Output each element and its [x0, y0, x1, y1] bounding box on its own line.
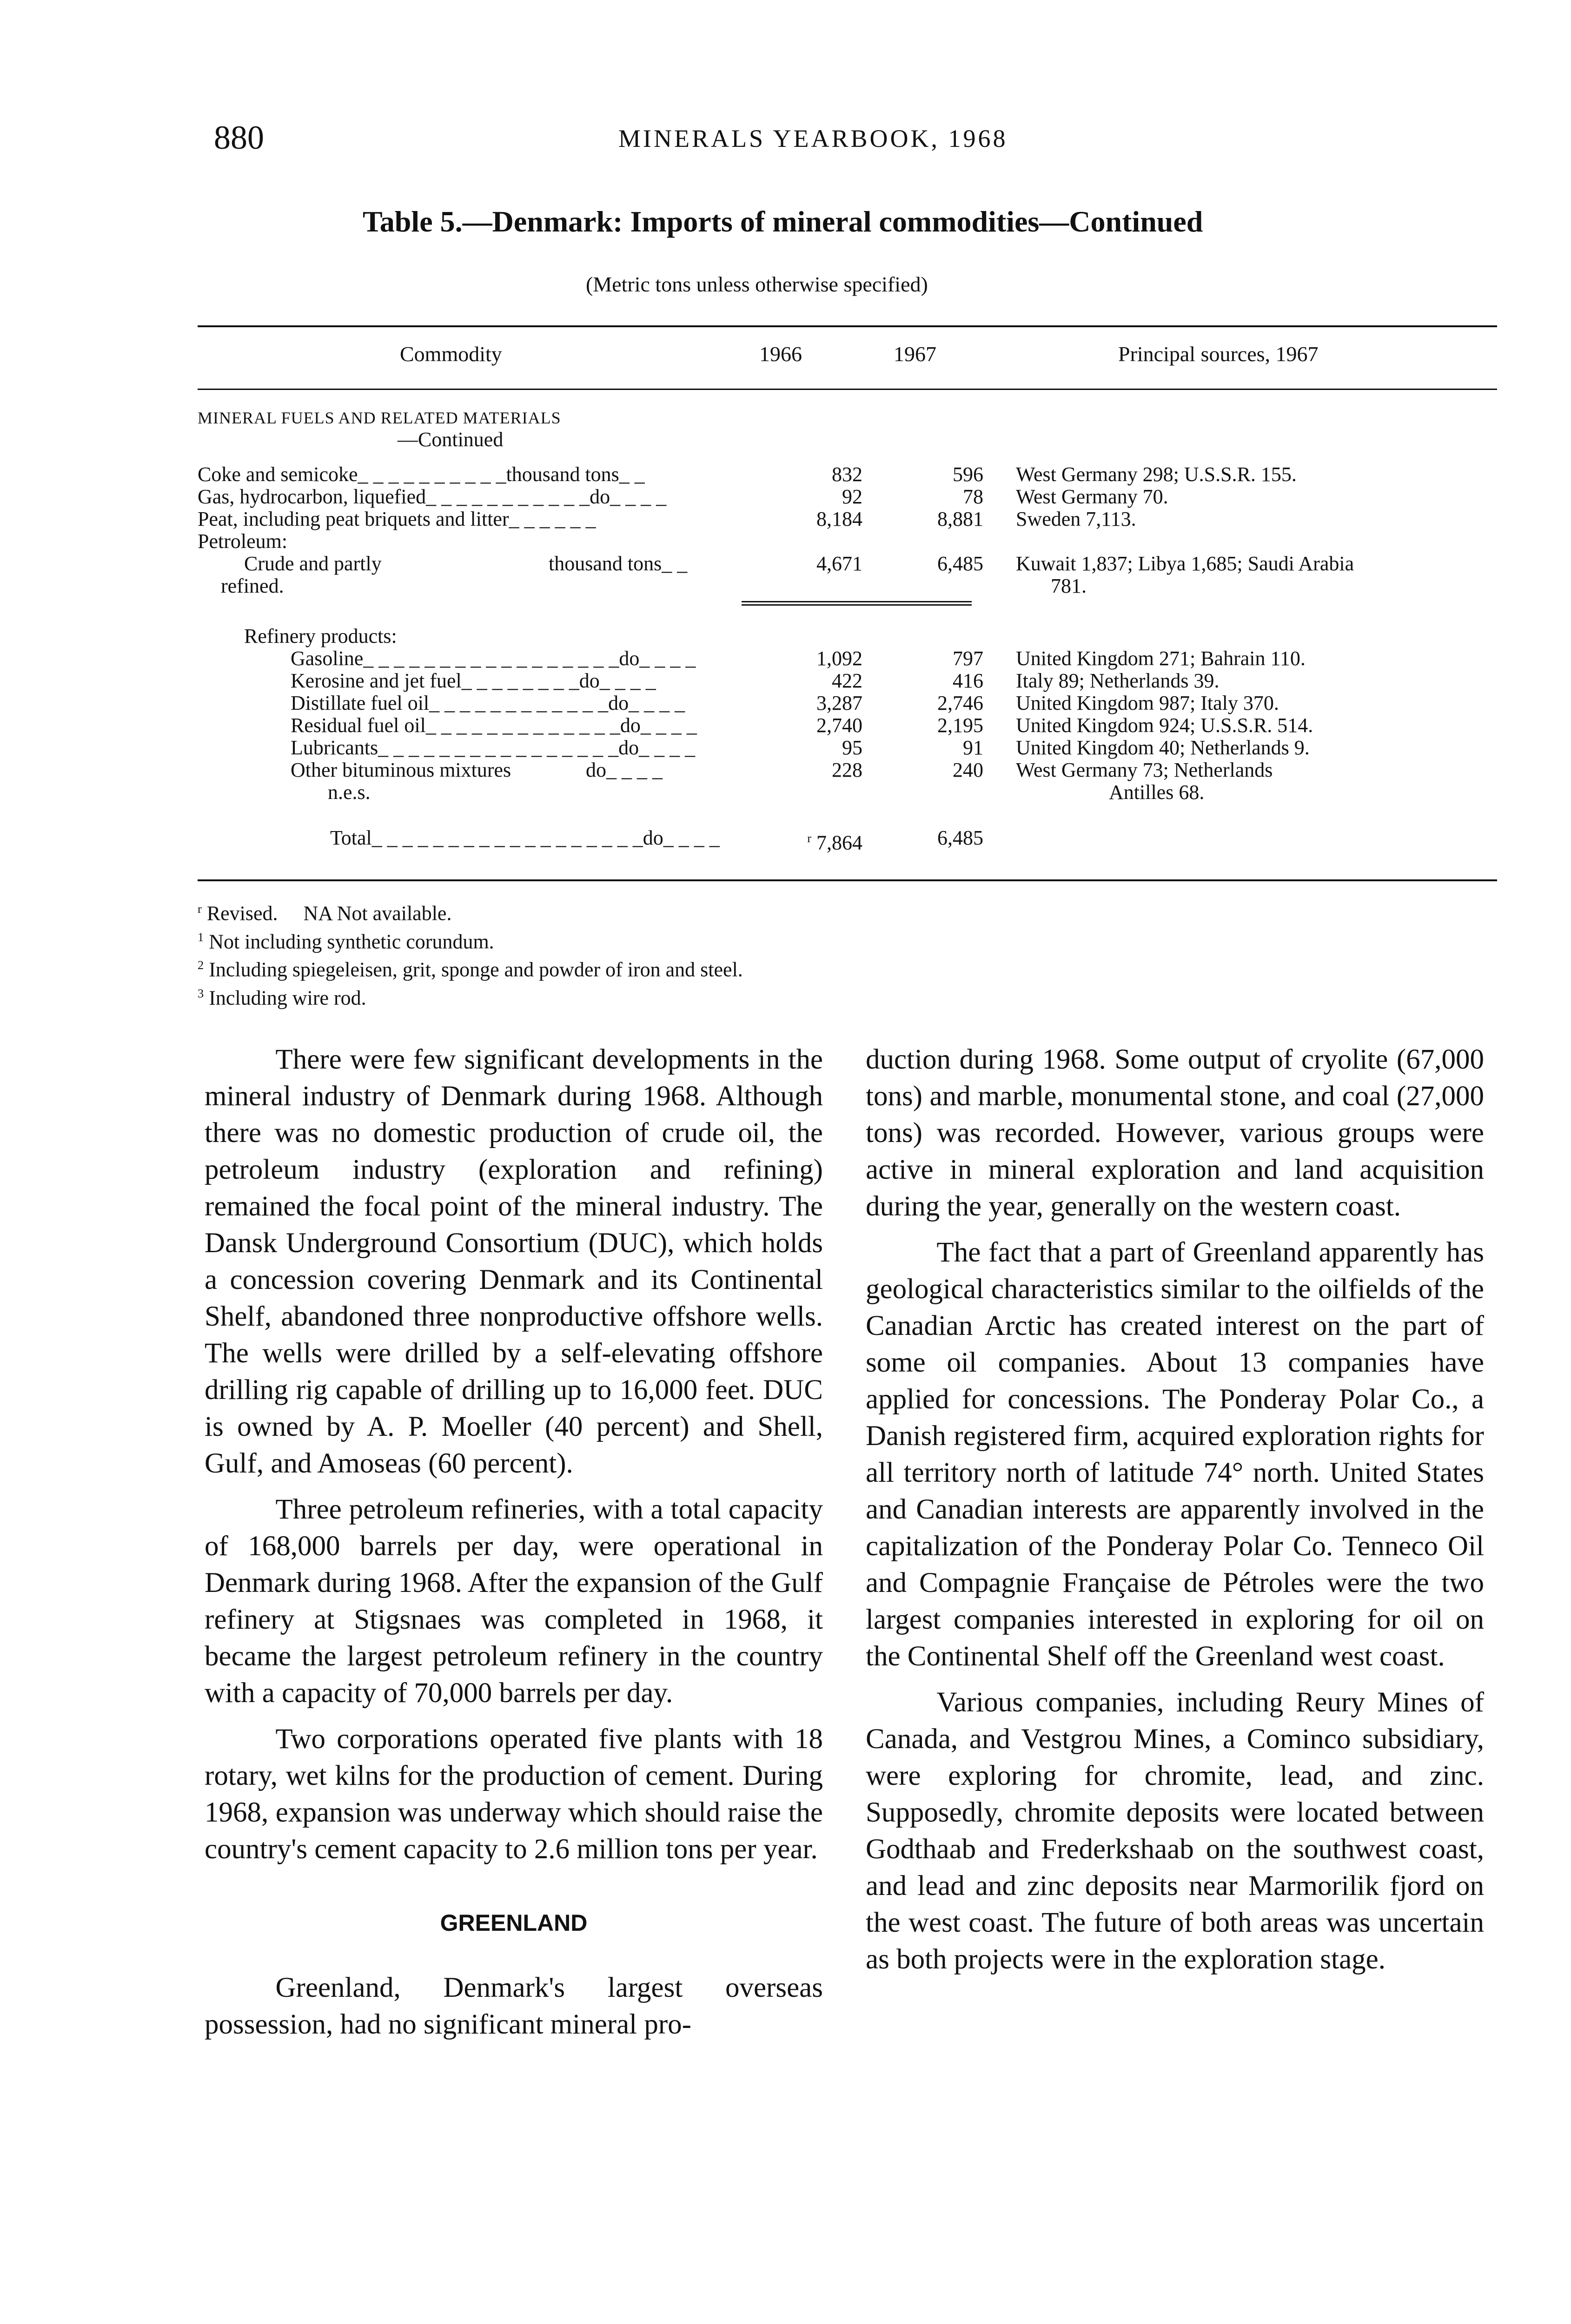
crude-value-1966: 4,671 [816, 552, 862, 575]
col-head-commodity: Commodity [400, 342, 502, 366]
row-sources: Sweden 7,113. [1016, 508, 1136, 530]
row-value-1966: 422 [832, 669, 862, 692]
page-header [214, 119, 1534, 160]
other-value-1966: 228 [832, 759, 862, 781]
row-commodity: Distillate fuel oil_ _ _ _ _ _ _ _ _ _ _ _do_ _ _ _ [291, 692, 685, 714]
footnote [198, 897, 743, 925]
row-value-1966: 95 [842, 736, 862, 759]
row-value-1967: 797 [953, 647, 983, 670]
footnote [198, 982, 743, 1010]
row-value-1967: 78 [963, 485, 983, 508]
section-title: GREENLAND [440, 1910, 588, 1936]
body-left-column [205, 1041, 823, 2043]
paragraph: The fact that a part of Greenland apparently has geological characteristics similar to the oilfields of the Canadian Arctic has created interest on the part of some oil companies. About 13 companies have applied for concessions. The Ponderay Polar Co., a Danish registered firm, acquired exploration rights for all territory north of latitude 74° north. United States and Canadian interests are apparently involved in the capitalization of the Ponderay Polar Co. Tenneco Oil and Compagnie Française de Pétroles were the two largest companies interested in exploring for oil on the Continental Shelf off the Greenland west coast. [866, 1237, 1484, 1672]
row-commodity: Gasoline_ _ _ _ _ _ _ _ _ _ _ _ _ _ _ _ _do_ _ _ _ [291, 647, 696, 670]
footnote-text: Not including synthetic corundum. [209, 930, 494, 953]
section-continued-text: —Continued [398, 428, 504, 451]
total-label: Total_ _ _ _ _ _ _ _ _ _ _ _ _ _ _ _ _ _do_ _ _ _ [330, 826, 720, 849]
paragraph: duction during 1968. Some output of cryolite (67,000 tons) and marble, monumental stone, and coal (27,000 tons) was recorded. However, various groups were active in mineral exploration and land acquisition during the year, generally on the western coast. [866, 1044, 1484, 1222]
subtotal-double-rule [742, 601, 972, 606]
revised-mark: r [807, 831, 811, 845]
row-value-1967: 2,195 [937, 714, 983, 737]
paragraph: Two corporations operated five plants with 18 rotary, wet kilns for the production of cement. During 1968, expansion was underway which should raise the country's cement capacity to 2.6 million tons per year. [205, 1723, 823, 1865]
section-heading-text: MINERAL FUELS AND RELATED MATERIALS [198, 409, 561, 427]
row-sources: United Kingdom 40; Netherlands 9. [1016, 736, 1310, 759]
crude-label-cont: refined. [221, 574, 284, 597]
total-value-1966 [765, 827, 862, 854]
crude-value-1967: 6,485 [937, 552, 983, 575]
row-sources: West Germany 298; U.S.S.R. 155. [1016, 463, 1297, 486]
other-label: Other bituminous mixtures [291, 759, 511, 781]
body-right-column [866, 1041, 1484, 1978]
row-value-1966: 2,740 [816, 714, 862, 737]
footnote-text: Including wire rod. [209, 986, 366, 1010]
petroleum-label: Petroleum: [198, 530, 288, 553]
total-value: 7,864 [816, 831, 862, 854]
refinery-label: Refinery products: [244, 625, 397, 647]
row-value-1966: 92 [842, 485, 862, 508]
footnote-mark: 2 [198, 958, 204, 972]
table-top-rule [198, 325, 1497, 327]
crude-label: Crude and partly [244, 552, 382, 575]
other-value-1967: 240 [953, 759, 983, 781]
row-commodity: Coke and semicoke_ _ _ _ _ _ _ _ _ _thousand tons_ _ [198, 463, 645, 486]
row-commodity: Gas, hydrocarbon, liquefied_ _ _ _ _ _ _ _ _ _ _do_ _ _ _ [198, 485, 667, 508]
row-sources: United Kingdom 987; Italy 370. [1016, 692, 1279, 714]
running-head: MINERALS YEARBOOK, 1968 [618, 125, 1008, 152]
row-commodity: Kerosine and jet fuel_ _ _ _ _ _ _ _do_ _ _ _ [291, 669, 656, 692]
row-commodity: Peat, including peat briquets and litter_ _ _ _ _ _ [198, 508, 596, 530]
row-value-1967: 416 [953, 669, 983, 692]
footnote-mark: 3 [198, 986, 204, 1000]
row-value-1966: 8,184 [816, 508, 862, 530]
col-head-1966: 1966 [759, 342, 802, 366]
col-head-sources: Principal sources, 1967 [1118, 342, 1319, 366]
row-value-1967: 91 [963, 736, 983, 759]
paragraph: Three petroleum refineries, with a total capacity of 168,000 barrels per day, were operational in Denmark during 1968. After the expansion of the Gulf refinery at Stigsnaes was completed in 1968, it became the largest petroleum refinery in the country with a capacity of 70,000 barrels per day. [205, 1494, 823, 1709]
row-value-1967: 596 [953, 463, 983, 486]
row-sources: Italy 89; Netherlands 39. [1016, 669, 1220, 692]
row-value-1966: 1,092 [816, 647, 862, 670]
table-footnotes [198, 897, 743, 1010]
table-title: Table 5.—Denmark: Imports of mineral commodities—Continued [363, 205, 1203, 238]
paragraph: There were few significant developments in the mineral industry of Denmark during 1968. Although there was no domestic production of crude oil, the petroleum industry (exploration and refining) remained the focal point of the mineral industry. The Dansk Underground Consortium (DUC), which holds a concession covering Denmark and its Continental Shelf, abandoned three nonproductive offshore wells. The wells were drilled by a self-elevating offshore drilling rig capable of drilling up to 16,000 feet. DUC is owned by A. P. Moeller (40 percent) and Shell, Gulf, and Amoseas (60 percent). [205, 1044, 823, 1479]
table-bottom-rule [198, 879, 1497, 881]
footnote [198, 953, 743, 982]
paragraph: Greenland, Denmark's largest overseas possession, had no significant mineral pro- [205, 1972, 823, 2040]
footnote-mark: r [198, 902, 202, 916]
row-sources: United Kingdom 924; U.S.S.R. 514. [1016, 714, 1313, 737]
row-value-1966: 832 [832, 463, 862, 486]
row-sources: West Germany 70. [1016, 485, 1168, 508]
row-value-1967: 8,881 [937, 508, 983, 530]
row-value-1967: 2,746 [937, 692, 983, 714]
paragraph: Various companies, including Reury Mines of Canada, and Vestgrou Mines, a Cominco subsidiary, were exploring for chromite, lead, and zinc. Supposedly, chromite deposits were located between Godthaab and Frederkshaab on the southwest coast, and lead and zinc deposits near Marmorilik fjord on the west coast. The future of both areas was uncertain as both projects were in the exploration stage. [866, 1687, 1484, 1975]
crude-sources-cont: 781. [1051, 574, 1087, 597]
other-sources: West Germany 73; Netherlands [1016, 759, 1273, 781]
row-sources: United Kingdom 271; Bahrain 110. [1016, 647, 1306, 670]
footnote-mark: 1 [198, 930, 204, 944]
footnote [198, 925, 743, 954]
row-commodity: Lubricants_ _ _ _ _ _ _ _ _ _ _ _ _ _ _ _do_ _ _ _ [291, 736, 696, 759]
other-unit: do_ _ _ _ [586, 759, 663, 781]
other-label-cont: n.e.s. [328, 781, 371, 804]
row-commodity: Residual fuel oil_ _ _ _ _ _ _ _ _ _ _ _ _do_ _ _ _ [291, 714, 697, 737]
page-number: 880 [214, 119, 264, 156]
footnote-text: Including spiegeleisen, grit, sponge and powder of iron and steel. [209, 958, 743, 981]
crude-unit: thousand tons_ _ [549, 552, 688, 575]
other-sources-cont: Antilles 68. [1109, 781, 1205, 804]
table-subtitle: (Metric tons unless otherwise specified) [586, 272, 928, 296]
row-value-1966: 3,287 [816, 692, 862, 714]
col-head-1967: 1967 [894, 342, 936, 366]
table-header-rule [198, 389, 1497, 390]
footnote-text: Revised. NA Not available. [206, 902, 452, 925]
crude-sources: Kuwait 1,837; Libya 1,685; Saudi Arabia [1016, 552, 1354, 575]
total-value-1967: 6,485 [937, 826, 983, 849]
